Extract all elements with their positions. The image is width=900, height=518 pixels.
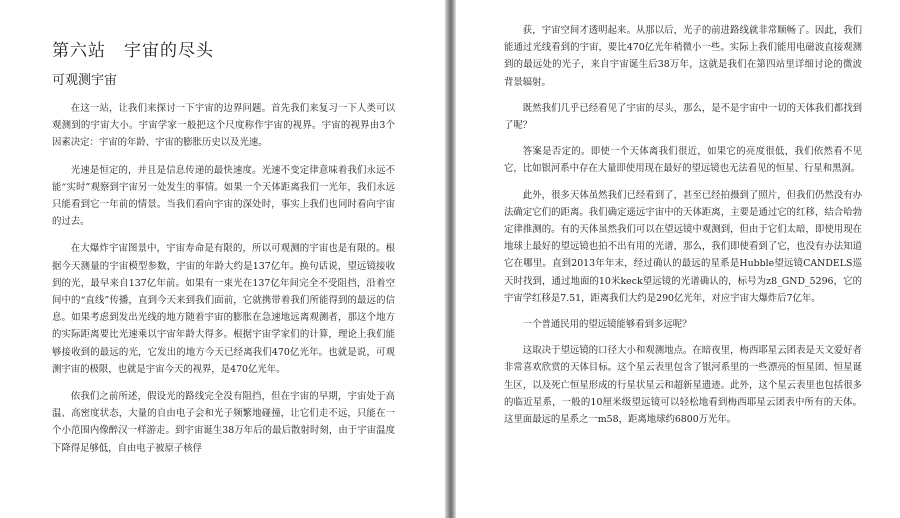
paragraph: 在大爆炸宇宙图景中，宇宙寿命是有限的，所以可观测的宇宙也是有限的。根据今天测量的宇宙模型参数，宇宙的年龄大约是137亿年。换句话说，望远镜接收到的光，最早来自137亿年前。如果有一束光在137亿年间完全不受阻挡，沿着空间中的“直线”传播，直到今天来到我们面前，它就携带着我们所能得到的最远的信息。如果考虑到发出光线的地方随着宇宙的膨胀在急速地远离观测者，那这个地方的实际距离要比光速乘以宇宙年龄大得多。根据宇宙学家们的计算，理论上我们能够接收到的最远的光，它发出的地方今天已经离我们470亿光年。也就是说，可观测宇宙的极限，也就是宇宙今天的视界，是470亿光年。 [52, 243, 395, 375]
paragraph: 这取决于望远镜的口径大小和观测地点。在暗夜里，梅西耶星云团表是天文爱好者非常喜欢欣赏的天体目标。这个星云表里包含了银河系里的一些漂亮的恒星团、恒星诞生区，以及死亡恒星形成的行星状星云和超新星遗迹。此外，这个星云表里也包括很多的临近星系，一般的10厘米级望远镜可以轻松地看到梅西耶星云团表中所有的天体。这里面最远的星系之一m58，距离地球约6800万光年。 [504, 345, 862, 426]
paragraph: 既然我们几乎已经看见了宇宙的尽头，那么，是不是宇宙中一切的天体我们都找到了呢？ [504, 102, 862, 132]
section-title: 可观测宇宙 [52, 73, 118, 88]
right-page [456, 0, 900, 518]
paragraph: 在这一站，让我们来探讨一下宇宙的边界问题。首先我们来复习一下人类可以观测到的宇宙大小。宇宙学家一般把这个尺度称作宇宙的视界。宇宙的视界由3个因素决定：宇宙的年龄、宇宙的膨胀历史以及光速。 [52, 103, 395, 149]
question-line: 一个普通民用的望远镜能够看到多远呢？ [522, 319, 692, 331]
left-page [0, 0, 445, 518]
paragraph: 答案是否定的。即使一个天体离我们很近，如果它的亮度很低，我们依然看不见它，比如银河系中存在大量即使用现在最好的望远镜也无法看见的恒星、行星和黑洞。 [504, 146, 862, 175]
paragraph: 获，宇宙空间才透明起来。从那以后，光子的前进路线就非常顺畅了。因此，我们能通过光线看到的宇宙，要比470亿光年稍微小一些。实际上我们能用电磁波直接观测到的最远处的光子，来自宇宙诞生后38万年，这就是我们在第四站里详细讨论的微波背景辐射。 [504, 25, 862, 88]
page-gutter [445, 0, 456, 518]
paragraph: 此外，很多天体虽然我们已经看到了，甚至已经拍摄到了照片，但我们仍然没有办法确定它们的距离。我们确定遥远宇宙中的天体距离，主要是通过它的红移，结合哈勃定律推测的。有的天体虽然我们可以在望远镜中观测到，但由于它们太暗，即使用现在地球上最好的望远镜也拍不出有用的光谱，那么，我们即使看到了它，也没有办法知道它在哪里。直到2013年年末，经过确认的最远的星系是Hubble望远镜CANDELS巡天时找到，通过地面的10米keck望远镜的光谱确认的，标号为z8_GND_5296，它的宇宙学红移是7.51，距离我们大约是290亿光年，对应宇宙大爆炸后7亿年。 [504, 189, 862, 304]
paragraph: 光速是恒定的，并且是信息传递的最快速度。光速不变定律意味着我们永远不能“实时”观察到宇宙另一处发生的事情。如果一个天体距离我们一光年，我们永远只能看到它一年前的情景。当我们看向宇宙的深处时，事实上我们也同时看向宇宙的过去。 [52, 164, 395, 228]
chapter-title: 第六站 宇宙的尽头 [52, 41, 214, 61]
paragraph: 依我们之前所述，假设光的路线完全没有阻挡，但在宇宙的早期，宇宙处于高温、高密度状态，大量的自由电子会和光子频繁地碰撞，让它们走不远，只能在一个小范围内像醉汉一样游走。到宇宙诞生38万年后的最后散射时刻，由于宇宙温度下降得足够低，自由电子被原子核俘 [52, 391, 395, 454]
